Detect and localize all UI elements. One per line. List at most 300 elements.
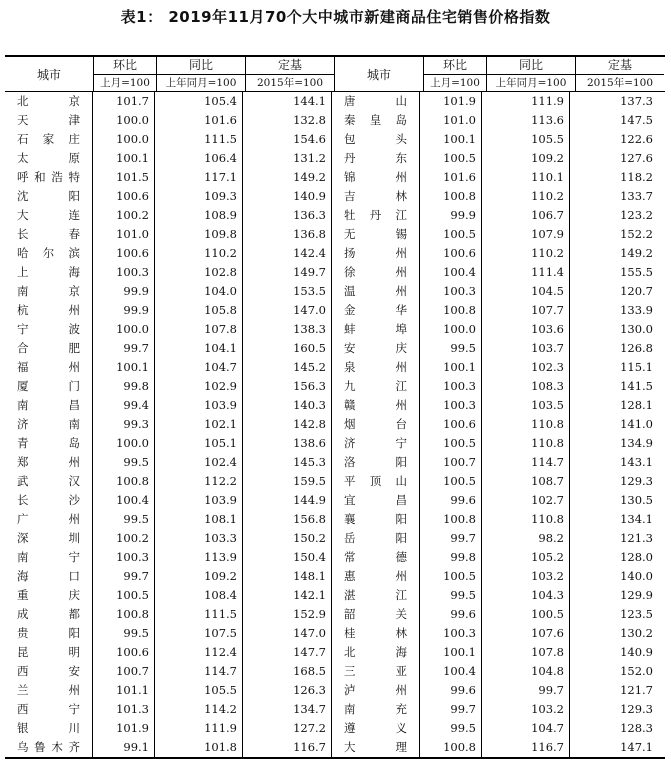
yoy-cell: 109.2 xyxy=(155,567,243,586)
table-row xyxy=(5,453,331,472)
fixed-cell: 155.5 xyxy=(620,265,653,279)
mom-cell: 100.3 xyxy=(420,624,482,643)
table-row xyxy=(332,738,658,757)
fixed-cell: 129.3 xyxy=(620,702,653,716)
table-row xyxy=(5,510,331,529)
fixed-cell: 126.3 xyxy=(293,683,326,697)
table-row xyxy=(5,719,331,738)
city-cell: 厦门 xyxy=(5,377,93,396)
city-cell: 韶关 xyxy=(332,605,420,624)
yoy-cell: 103.6 xyxy=(482,320,570,339)
table-row xyxy=(332,643,658,662)
mom-cell: 100.5 xyxy=(93,586,155,605)
header-yoy-right xyxy=(487,57,576,91)
mom-cell: 100.5 xyxy=(420,567,482,586)
mom-cell: 100.5 xyxy=(420,225,482,244)
city-cell: 兰州 xyxy=(5,681,93,700)
header-yoy-base: 上年同月=100 xyxy=(165,77,237,89)
fixed-cell: 150.2 xyxy=(293,531,326,545)
fixed-cell: 140.9 xyxy=(620,645,653,659)
fixed-cell: 136.8 xyxy=(293,227,326,241)
yoy-cell: 103.2 xyxy=(482,567,570,586)
city-cell: 太原 xyxy=(5,149,93,168)
fixed-cell: 132.8 xyxy=(293,113,326,127)
mom-cell: 100.4 xyxy=(420,263,482,282)
fixed-cell: 128.1 xyxy=(620,398,653,412)
yoy-cell: 110.8 xyxy=(482,434,570,453)
table-row xyxy=(332,586,658,605)
yoy-cell: 103.7 xyxy=(482,339,570,358)
city-cell: 南昌 xyxy=(5,396,93,415)
city-cell: 济宁 xyxy=(332,434,420,453)
mom-cell: 100.8 xyxy=(420,738,482,757)
yoy-cell: 102.7 xyxy=(482,491,570,510)
yoy-cell: 110.2 xyxy=(482,187,570,206)
city-cell: 南京 xyxy=(5,282,93,301)
mom-cell: 100.1 xyxy=(93,358,155,377)
yoy-cell: 102.1 xyxy=(155,415,243,434)
city-cell: 湛江 xyxy=(332,586,420,605)
mom-cell: 101.7 xyxy=(93,92,155,111)
mom-cell: 100.8 xyxy=(420,510,482,529)
mom-cell: 100.8 xyxy=(420,301,482,320)
mom-cell: 100.5 xyxy=(420,472,482,491)
fixed-cell: 160.5 xyxy=(293,341,326,355)
fixed-cell: 115.1 xyxy=(620,360,653,374)
fixed-cell: 133.9 xyxy=(620,303,653,317)
city-cell: 吉林 xyxy=(332,187,420,206)
fixed-cell: 144.1 xyxy=(293,94,326,108)
city-cell: 成都 xyxy=(5,605,93,624)
fixed-cell: 134.7 xyxy=(293,702,326,716)
header-city-right: 城市 xyxy=(335,57,424,91)
header-fixed-base: 2015年=100 xyxy=(256,77,324,89)
city-cell: 蚌埠 xyxy=(332,320,420,339)
mom-cell: 101.0 xyxy=(93,225,155,244)
city-cell: 宜昌 xyxy=(332,491,420,510)
fixed-cell: 129.3 xyxy=(620,474,653,488)
header-mom-label: 环比 xyxy=(424,57,486,75)
fixed-cell: 168.5 xyxy=(293,664,326,678)
mom-cell: 101.0 xyxy=(420,111,482,130)
city-cell: 遵义 xyxy=(332,719,420,738)
header-fixed-label: 定基 xyxy=(246,57,334,75)
mom-cell: 100.1 xyxy=(93,149,155,168)
fixed-cell: 142.8 xyxy=(293,417,326,431)
yoy-cell: 112.4 xyxy=(155,643,243,662)
header-yoy-label: 同比 xyxy=(487,57,575,75)
city-cell: 海口 xyxy=(5,567,93,586)
mom-cell: 99.7 xyxy=(93,567,155,586)
yoy-cell: 102.8 xyxy=(155,263,243,282)
fixed-cell: 120.7 xyxy=(620,284,653,298)
mom-cell: 100.6 xyxy=(420,244,482,263)
header-yoy-label: 同比 xyxy=(157,57,245,75)
table-row xyxy=(5,377,331,396)
fixed-cell: 142.1 xyxy=(293,588,326,602)
header-fixed-left xyxy=(246,57,335,91)
yoy-cell: 101.8 xyxy=(155,738,243,757)
table-row xyxy=(332,548,658,567)
fixed-cell: 140.3 xyxy=(293,398,326,412)
city-cell: 秦皇岛 xyxy=(332,111,420,130)
city-cell: 包头 xyxy=(332,130,420,149)
table-row xyxy=(5,624,331,643)
table-row xyxy=(332,149,658,168)
city-cell: 桂林 xyxy=(332,624,420,643)
fixed-cell: 133.7 xyxy=(620,189,653,203)
table-row xyxy=(5,187,331,206)
table-row xyxy=(332,662,658,681)
table-header xyxy=(5,55,665,92)
city-cell: 九江 xyxy=(332,377,420,396)
fixed-cell: 147.0 xyxy=(293,626,326,640)
mom-cell: 100.1 xyxy=(420,643,482,662)
table-row xyxy=(5,529,331,548)
table-row xyxy=(332,415,658,434)
mom-cell: 101.1 xyxy=(93,681,155,700)
city-cell: 大连 xyxy=(5,206,93,225)
mom-cell: 99.6 xyxy=(420,681,482,700)
yoy-cell: 107.6 xyxy=(482,624,570,643)
yoy-cell: 105.1 xyxy=(155,434,243,453)
city-cell: 长沙 xyxy=(5,491,93,510)
fixed-cell: 128.3 xyxy=(620,721,653,735)
table-row xyxy=(332,624,658,643)
yoy-cell: 102.4 xyxy=(155,453,243,472)
yoy-cell: 110.8 xyxy=(482,510,570,529)
mom-cell: 99.6 xyxy=(420,605,482,624)
city-cell: 天津 xyxy=(5,111,93,130)
header-city-left: 城市 xyxy=(5,57,94,91)
fixed-cell: 129.9 xyxy=(620,588,653,602)
fixed-cell: 148.1 xyxy=(293,569,326,583)
city-cell: 安庆 xyxy=(332,339,420,358)
yoy-cell: 111.4 xyxy=(482,263,570,282)
mom-cell: 100.6 xyxy=(420,415,482,434)
table-row xyxy=(332,377,658,396)
mom-cell: 99.5 xyxy=(93,624,155,643)
table-row xyxy=(332,700,658,719)
yoy-cell: 112.2 xyxy=(155,472,243,491)
table-row xyxy=(332,187,658,206)
mom-cell: 100.7 xyxy=(420,453,482,472)
yoy-cell: 104.7 xyxy=(482,719,570,738)
table-row xyxy=(332,206,658,225)
fixed-cell: 149.2 xyxy=(293,170,326,184)
yoy-cell: 111.9 xyxy=(482,92,570,111)
table-row xyxy=(5,206,331,225)
table-row xyxy=(332,567,658,586)
city-cell: 南宁 xyxy=(5,548,93,567)
yoy-cell: 108.7 xyxy=(482,472,570,491)
yoy-cell: 105.2 xyxy=(482,548,570,567)
city-cell: 北京 xyxy=(5,92,93,111)
yoy-cell: 110.2 xyxy=(155,244,243,263)
yoy-cell: 104.1 xyxy=(155,339,243,358)
fixed-cell: 150.4 xyxy=(293,550,326,564)
table-row xyxy=(5,130,331,149)
mom-cell: 100.7 xyxy=(93,662,155,681)
yoy-cell: 105.5 xyxy=(155,681,243,700)
yoy-cell: 103.9 xyxy=(155,396,243,415)
fixed-cell: 128.0 xyxy=(620,550,653,564)
table-row xyxy=(5,92,331,111)
mom-cell: 100.3 xyxy=(420,396,482,415)
city-cell: 昆明 xyxy=(5,643,93,662)
mom-cell: 100.5 xyxy=(420,434,482,453)
city-cell: 西宁 xyxy=(5,700,93,719)
table-row xyxy=(332,472,658,491)
header-yoy-base: 上年同月=100 xyxy=(495,77,567,89)
header-fixed-label: 定基 xyxy=(576,57,664,75)
table-row xyxy=(5,662,331,681)
fixed-cell: 127.6 xyxy=(620,151,653,165)
mom-cell: 100.3 xyxy=(420,282,482,301)
yoy-cell: 104.7 xyxy=(155,358,243,377)
mom-cell: 99.5 xyxy=(93,453,155,472)
table-row xyxy=(5,472,331,491)
city-cell: 西安 xyxy=(5,662,93,681)
mom-cell: 101.5 xyxy=(93,168,155,187)
table-row xyxy=(5,700,331,719)
table-row xyxy=(332,491,658,510)
table-row xyxy=(5,244,331,263)
city-cell: 哈尔滨 xyxy=(5,244,93,263)
yoy-cell: 104.3 xyxy=(482,586,570,605)
fixed-cell: 134.1 xyxy=(620,512,653,526)
fixed-cell: 123.5 xyxy=(620,607,653,621)
mom-cell: 100.1 xyxy=(420,358,482,377)
yoy-cell: 102.3 xyxy=(482,358,570,377)
city-cell: 贵阳 xyxy=(5,624,93,643)
fixed-cell: 138.3 xyxy=(293,322,326,336)
city-cell: 丹东 xyxy=(332,149,420,168)
mom-cell: 100.2 xyxy=(93,206,155,225)
table-row xyxy=(332,719,658,738)
table-row xyxy=(5,605,331,624)
yoy-cell: 104.8 xyxy=(482,662,570,681)
yoy-cell: 114.2 xyxy=(155,700,243,719)
fixed-cell: 154.6 xyxy=(293,132,326,146)
yoy-cell: 109.2 xyxy=(482,149,570,168)
table-row xyxy=(5,282,331,301)
fixed-cell: 144.9 xyxy=(293,493,326,507)
mom-cell: 101.6 xyxy=(420,168,482,187)
city-cell: 无锡 xyxy=(332,225,420,244)
fixed-cell: 142.4 xyxy=(293,246,326,260)
fixed-cell: 152.2 xyxy=(620,227,653,241)
fixed-cell: 122.6 xyxy=(620,132,653,146)
yoy-cell: 114.7 xyxy=(155,662,243,681)
table-row xyxy=(332,358,658,377)
table-row xyxy=(5,263,331,282)
table-row xyxy=(5,738,331,757)
mom-cell: 99.5 xyxy=(420,719,482,738)
fixed-cell: 134.9 xyxy=(620,436,653,450)
city-cell: 洛阳 xyxy=(332,453,420,472)
mom-cell: 100.8 xyxy=(93,605,155,624)
yoy-cell: 102.9 xyxy=(155,377,243,396)
mom-cell: 99.5 xyxy=(93,510,155,529)
yoy-cell: 105.5 xyxy=(482,130,570,149)
city-cell: 北海 xyxy=(332,643,420,662)
city-cell: 平顶山 xyxy=(332,472,420,491)
table-row xyxy=(5,339,331,358)
yoy-cell: 100.5 xyxy=(482,605,570,624)
city-cell: 南充 xyxy=(332,700,420,719)
header-mom-base: 上月=100 xyxy=(100,77,150,89)
yoy-cell: 107.8 xyxy=(155,320,243,339)
city-cell: 长春 xyxy=(5,225,93,244)
city-cell: 杭州 xyxy=(5,301,93,320)
table-row xyxy=(5,149,331,168)
city-cell: 温州 xyxy=(332,282,420,301)
header-mom-left xyxy=(94,57,157,91)
city-cell: 烟台 xyxy=(332,415,420,434)
fixed-cell: 140.0 xyxy=(620,569,653,583)
yoy-cell: 107.7 xyxy=(482,301,570,320)
fixed-cell: 156.3 xyxy=(293,379,326,393)
fixed-cell: 147.0 xyxy=(293,303,326,317)
mom-cell: 100.5 xyxy=(420,149,482,168)
fixed-cell: 121.3 xyxy=(620,531,653,545)
city-cell: 青岛 xyxy=(5,434,93,453)
fixed-cell: 123.2 xyxy=(620,208,653,222)
yoy-cell: 110.1 xyxy=(482,168,570,187)
mom-cell: 100.2 xyxy=(93,529,155,548)
mom-cell: 100.0 xyxy=(93,111,155,130)
yoy-cell: 98.2 xyxy=(482,529,570,548)
mom-cell: 100.8 xyxy=(420,187,482,206)
yoy-cell: 103.9 xyxy=(155,491,243,510)
city-cell: 郑州 xyxy=(5,453,93,472)
header-mom-right xyxy=(424,57,487,91)
table-row xyxy=(5,301,331,320)
city-cell: 福州 xyxy=(5,358,93,377)
mom-cell: 99.7 xyxy=(93,339,155,358)
table-row xyxy=(5,643,331,662)
yoy-cell: 103.2 xyxy=(482,700,570,719)
yoy-cell: 104.0 xyxy=(155,282,243,301)
yoy-cell: 108.9 xyxy=(155,206,243,225)
yoy-cell: 111.5 xyxy=(155,605,243,624)
table-row xyxy=(5,396,331,415)
city-cell: 宁波 xyxy=(5,320,93,339)
mom-cell: 99.9 xyxy=(420,206,482,225)
mom-cell: 100.6 xyxy=(93,244,155,263)
table-row xyxy=(332,339,658,358)
mom-cell: 100.3 xyxy=(420,377,482,396)
city-cell: 三亚 xyxy=(332,662,420,681)
yoy-cell: 107.8 xyxy=(482,643,570,662)
city-cell: 合肥 xyxy=(5,339,93,358)
header-fixed-right xyxy=(576,57,664,91)
mom-cell: 99.3 xyxy=(93,415,155,434)
fixed-cell: 118.2 xyxy=(620,170,653,184)
yoy-cell: 108.4 xyxy=(155,586,243,605)
fixed-cell: 136.3 xyxy=(293,208,326,222)
fixed-cell: 141.5 xyxy=(620,379,653,393)
yoy-cell: 116.7 xyxy=(482,738,570,757)
table-row xyxy=(5,567,331,586)
table-row xyxy=(332,92,658,111)
mom-cell: 100.8 xyxy=(93,472,155,491)
table-row xyxy=(5,168,331,187)
fixed-cell: 156.8 xyxy=(293,512,326,526)
city-cell: 大理 xyxy=(332,738,420,757)
table-row xyxy=(332,130,658,149)
table-row xyxy=(5,434,331,453)
yoy-cell: 110.8 xyxy=(482,415,570,434)
mom-cell: 99.9 xyxy=(93,282,155,301)
fixed-cell: 131.2 xyxy=(293,151,326,165)
yoy-cell: 99.7 xyxy=(482,681,570,700)
mom-cell: 99.8 xyxy=(420,548,482,567)
mom-cell: 100.0 xyxy=(420,320,482,339)
table-row xyxy=(332,111,658,130)
table-body xyxy=(5,92,665,759)
mom-cell: 100.4 xyxy=(420,662,482,681)
table-row xyxy=(332,510,658,529)
mom-cell: 100.3 xyxy=(93,548,155,567)
mom-cell: 100.0 xyxy=(93,320,155,339)
table-row xyxy=(5,586,331,605)
yoy-cell: 108.1 xyxy=(155,510,243,529)
mom-cell: 100.0 xyxy=(93,130,155,149)
city-cell: 赣州 xyxy=(332,396,420,415)
city-cell: 惠州 xyxy=(332,567,420,586)
table-row xyxy=(5,548,331,567)
yoy-cell: 103.3 xyxy=(155,529,243,548)
fixed-cell: 137.3 xyxy=(620,94,653,108)
fixed-cell: 126.8 xyxy=(620,341,653,355)
table-row xyxy=(332,168,658,187)
fixed-cell: 143.1 xyxy=(620,455,653,469)
yoy-cell: 105.8 xyxy=(155,301,243,320)
city-cell: 深圳 xyxy=(5,529,93,548)
table-row xyxy=(5,358,331,377)
fixed-cell: 130.0 xyxy=(620,322,653,336)
yoy-cell: 107.5 xyxy=(155,624,243,643)
city-cell: 徐州 xyxy=(332,263,420,282)
table-row xyxy=(5,225,331,244)
yoy-cell: 109.3 xyxy=(155,187,243,206)
table-row xyxy=(332,396,658,415)
mom-cell: 99.1 xyxy=(93,738,155,757)
city-cell: 扬州 xyxy=(332,244,420,263)
fixed-cell: 152.0 xyxy=(620,664,653,678)
city-cell: 银川 xyxy=(5,719,93,738)
mom-cell: 100.3 xyxy=(93,263,155,282)
table-row xyxy=(332,244,658,263)
price-index-table xyxy=(5,55,665,759)
table-row xyxy=(5,491,331,510)
city-cell: 泸州 xyxy=(332,681,420,700)
city-cell: 呼和浩特 xyxy=(5,168,93,187)
mom-cell: 99.6 xyxy=(420,491,482,510)
city-cell: 常德 xyxy=(332,548,420,567)
mom-cell: 99.7 xyxy=(420,700,482,719)
mom-cell: 99.7 xyxy=(420,529,482,548)
city-cell: 金华 xyxy=(332,301,420,320)
city-cell: 泉州 xyxy=(332,358,420,377)
table-row xyxy=(332,681,658,700)
fixed-cell: 130.5 xyxy=(620,493,653,507)
city-cell: 济南 xyxy=(5,415,93,434)
fixed-cell: 149.7 xyxy=(293,265,326,279)
city-cell: 襄阳 xyxy=(332,510,420,529)
